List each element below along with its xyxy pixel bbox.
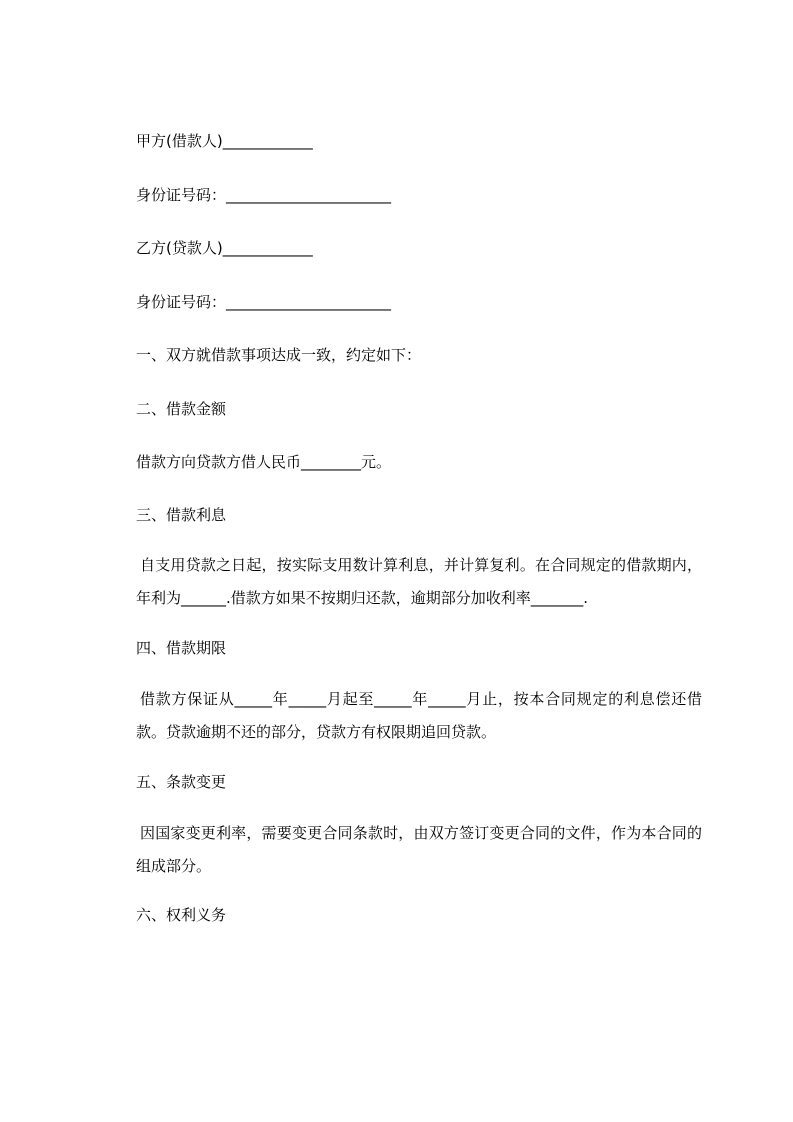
section-4-body: 借款方保证从_____年_____月起至_____年_____月止，按本合同规定的利息偿还借款。贷款逾期不还的部分，贷款方有权限期追回贷款。 <box>136 690 702 741</box>
section-3-body: 自支用贷款之日起，按实际支用数计算利息，并计算复利。在合同规定的借款期内，年利为______.借款方如果不按期归还款，逾期部分加收利率_______. <box>136 556 702 607</box>
party-b-id-line: 身份证号码：______________________ <box>136 293 392 311</box>
section-5-heading: 五、条款变更 <box>136 773 227 791</box>
section-5-body: 因国家变更利率，需要变更合同条款时，由双方签订变更合同的文件，作为本合同的组成部分。 <box>136 824 702 875</box>
section-2-body: 借款方向贷款方借人民币________元。 <box>136 453 392 471</box>
party-b-line: 乙方(贷款人)____________ <box>136 239 313 257</box>
party-a-id-line: 身份证号码：______________________ <box>136 186 392 204</box>
section-6-heading: 六、权利义务 <box>136 906 227 924</box>
section-4-heading: 四、借款期限 <box>136 639 227 657</box>
party-a-line: 甲方(借款人)____________ <box>136 132 313 150</box>
section-3-heading: 三、借款利息 <box>136 506 227 524</box>
section-2-heading: 二、借款金额 <box>136 400 227 418</box>
section-1-heading: 一、双方就借款事项达成一致，约定如下： <box>136 346 422 364</box>
